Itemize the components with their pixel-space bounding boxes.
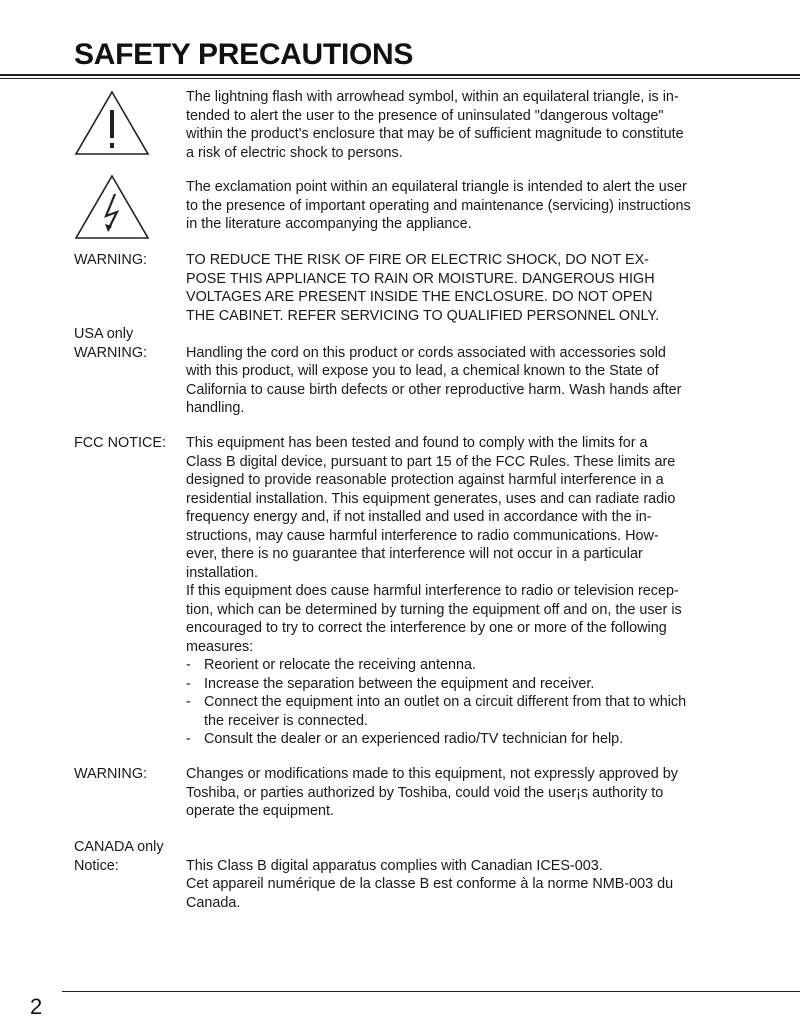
modification-warning-section — [74, 765, 728, 821]
text-line: VOLTAGES ARE PRESENT INSIDE THE ENCLOSURE. DO NOT OPEN — [186, 289, 653, 305]
list-item-text: Increase the separation between the equipment and receiver. — [204, 675, 595, 692]
usa-warning-text — [186, 344, 728, 418]
list-dash: - — [186, 731, 191, 747]
text-line: residential installation. This equipment generates, uses and can radiate radio — [186, 490, 676, 507]
text-line: in the literature accompanying the appliance. — [186, 216, 472, 232]
fcc-notice-section — [74, 434, 728, 749]
page-number: 2 — [30, 994, 43, 1019]
text-line: measures: — [186, 638, 254, 655]
text-line: Handling the cord on this product or cords associated with accessories sold — [186, 344, 666, 361]
text-line: TO REDUCE THE RISK OF FIRE OR ELECTRIC SHOCK, DO NOT EX- — [186, 252, 649, 268]
usa-warning-section — [74, 325, 728, 418]
list-item — [186, 675, 728, 694]
text-line: The exclamation point within an equilateral triangle is intended to alert the user — [186, 179, 687, 195]
list-item — [186, 693, 728, 712]
text-line: tion, which can be determined by turning the equipment off and on, the user is — [186, 601, 682, 618]
text-line: designed to provide reasonable protection against harmful interference in a — [186, 472, 664, 488]
footer-rule — [62, 991, 800, 992]
list-item — [186, 656, 728, 675]
symbol-explanation-2-text — [186, 178, 728, 234]
warning-shock-section — [74, 251, 728, 325]
fcc-notice-label: FCC NOTICE: — [74, 435, 166, 451]
text-line: Cet appareil numérique de la classe B est conforme à la norme NMB-003 du — [186, 876, 674, 892]
text-line: encouraged to try to correct the interference by one or more of the following — [186, 620, 667, 636]
text-line: Changes or modifications made to this equipment, not expressly approved by — [186, 766, 678, 782]
warning-label: WARNING: — [74, 252, 148, 268]
text-line: operate the equipment. — [186, 803, 335, 819]
warning-text — [186, 251, 728, 325]
text-line: California to cause birth defects or other reproductive harm. Wash hands after — [186, 381, 682, 398]
text-line: Class B digital device, pursuant to part 15 of the FCC Rules. These limits are — [186, 453, 676, 470]
text-line: to the presence of important operating and maintenance (servicing) instructions — [186, 197, 691, 214]
text-line: within the product's enclosure that may be of sufficient magnitude to constitute — [186, 126, 684, 142]
fcc-notice-text — [186, 434, 728, 749]
canada-notice-section — [74, 838, 728, 912]
canada-only-label: CANADA only — [74, 839, 164, 855]
text-line: structions, may cause harmful interference to radio communications. How- — [186, 527, 659, 544]
text-line: If this equipment does cause harmful interference to radio or television recep- — [186, 583, 679, 599]
text-line: This equipment has been tested and found to comply with the limits for a — [186, 435, 648, 451]
canada-notice-text — [186, 857, 728, 913]
modification-warning-text — [186, 765, 728, 821]
text-line: a risk of electric shock to persons. — [186, 144, 403, 161]
symbol-explanation-1-text — [186, 88, 728, 162]
list-item-text: Connect the equipment into an outlet on a circuit different from that to which — [204, 694, 687, 710]
text-line: Canada. — [186, 894, 241, 911]
list-dash: - — [186, 657, 191, 673]
text-line: THE CABINET. REFER SERVICING TO QUALIFIED PERSONNEL ONLY. — [186, 307, 660, 324]
page-title: SAFETY PRECAUTIONS — [74, 38, 414, 71]
text-line: Toshiba, or parties authorized by Toshiba, could void the user¡s authority to — [186, 784, 664, 801]
list-item-text: Consult the dealer or an experienced radio/TV technician for help. — [204, 731, 624, 747]
usa-only-label: USA only — [74, 326, 134, 342]
text-line: frequency energy and, if not installed and used in accordance with the in- — [186, 509, 652, 525]
list-dash: - — [186, 675, 191, 692]
list-item-continuation: the receiver is connected. — [204, 712, 368, 729]
text-line: The lightning flash with arrowhead symbol, within an equilateral triangle, is in- — [186, 89, 679, 105]
text-line: tended to alert the user to the presence of uninsulated "dangerous voltage" — [186, 107, 664, 124]
text-line: ever, there is no guarantee that interference will not occur in a particular — [186, 546, 643, 562]
title-rule — [0, 74, 800, 79]
list-item-text: Reorient or relocate the receiving antenna. — [204, 657, 476, 673]
text-line: handling. — [186, 400, 245, 416]
warning-label: WARNING: — [74, 766, 148, 782]
list-dash: - — [186, 694, 191, 710]
text-line: POSE THIS APPLIANCE TO RAIN OR MOISTURE. DANGEROUS HIGH — [186, 270, 655, 287]
text-line: with this product, will expose you to lead, a chemical known to the State of — [186, 363, 659, 379]
symbol-explanation-1 — [74, 88, 728, 162]
list-item — [186, 730, 728, 749]
text-line: installation. — [186, 564, 258, 581]
symbol-explanation-2 — [74, 178, 728, 234]
notice-label: Notice: — [74, 857, 119, 874]
warning-label: WARNING: — [74, 344, 148, 361]
text-line: This Class B digital apparatus complies with Canadian ICES-003. — [186, 857, 603, 874]
